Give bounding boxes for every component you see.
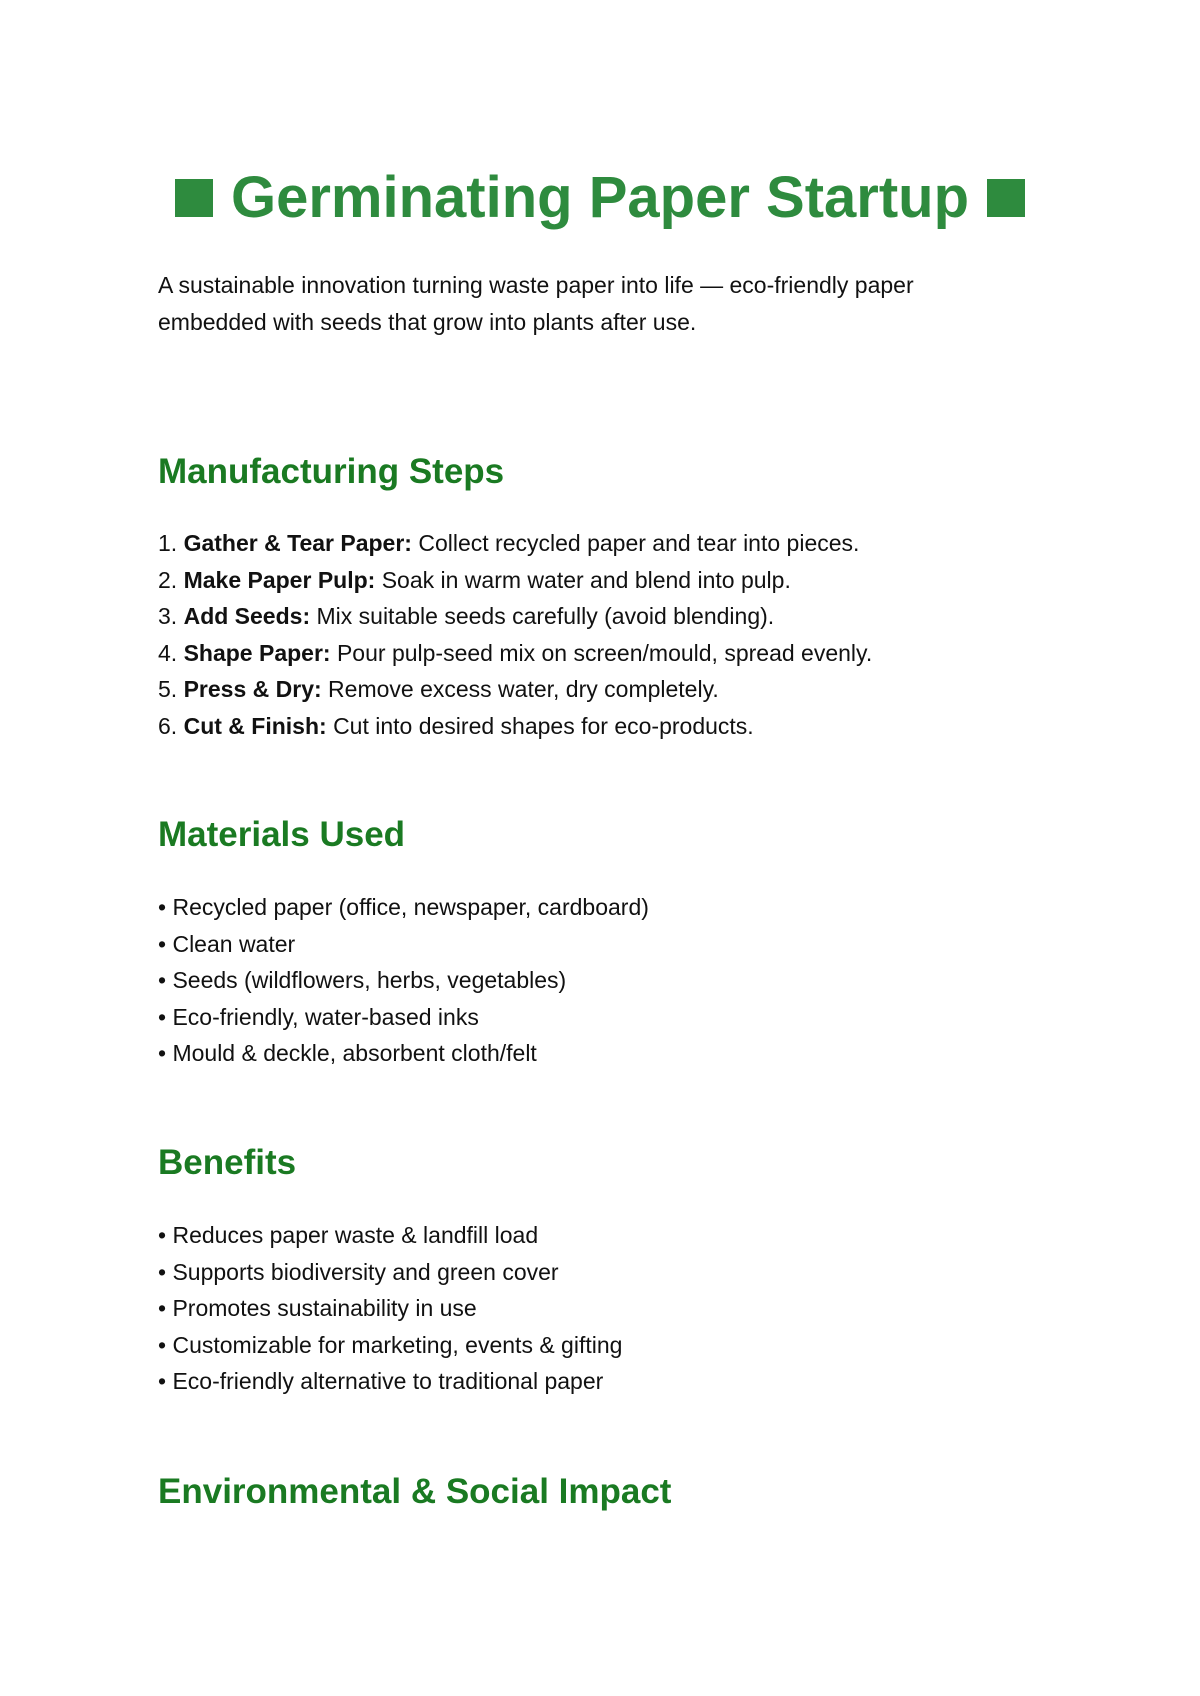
step-label: Shape Paper: [183, 639, 331, 666]
bullet: • [158, 967, 167, 994]
green-square-icon [987, 179, 1025, 217]
step-item: 6. Cut & Finish: Cut into desired shapes for eco-products. [158, 712, 754, 739]
step-label: Make Paper Pulp: [183, 566, 376, 593]
list-item: • Customizable for marketing, events & gifting [158, 1331, 623, 1358]
list-item: • Mould & deckle, absorbent cloth/felt [158, 1040, 537, 1067]
step-text: Cut into desired shapes for eco-products. [333, 712, 754, 739]
list-item: • Clean water [158, 930, 296, 957]
step-label: Press & Dry: [183, 676, 322, 703]
bullet: • [158, 1222, 167, 1248]
step-label: Gather & Tear Paper: [183, 530, 412, 556]
document-title [0, 160, 1200, 236]
intro-line: embedded with seeds that grow into plants after use. [158, 309, 697, 335]
step-text: Remove excess water, dry completely. [328, 676, 719, 703]
step-label: Cut & Finish: [183, 712, 327, 739]
bullet: • [158, 1003, 167, 1030]
step-item: 4. Shape Paper: Pour pulp-seed mix on screen/mould, spread evenly. [158, 639, 873, 666]
manufacturing-steps-heading: Manufacturing Steps [158, 452, 505, 491]
materials-list [158, 889, 1058, 1072]
bullet: • [158, 1040, 167, 1067]
document-title-text: Germinating Paper Startup [230, 165, 970, 230]
manufacturing-steps-list [158, 525, 1058, 745]
step-item: 2. Make Paper Pulp: Soak in warm water and blend into pulp. [158, 566, 791, 593]
benefits-heading: Benefits [158, 1143, 297, 1182]
step-text: Soak in warm water and blend into pulp. [381, 566, 791, 593]
benefits-list [158, 1217, 1058, 1400]
bullet: • [158, 894, 167, 920]
intro-paragraph [158, 267, 1018, 341]
bullet: • [158, 1258, 167, 1285]
list-item: • Reduces paper waste & landfill load [158, 1222, 539, 1248]
step-item: 1. Gather & Tear Paper: Collect recycled paper and tear into pieces. [158, 530, 860, 556]
impact-heading: Environmental & Social Impact [158, 1472, 672, 1511]
list-item: • Promotes sustainability in use [158, 1295, 477, 1322]
list-item: • Recycled paper (office, newspaper, cardboard) [158, 894, 649, 920]
step-item: 5. Press & Dry: Remove excess water, dry completely. [158, 676, 719, 703]
bullet: • [158, 1331, 167, 1358]
intro-line: A sustainable innovation turning waste paper into life — eco-friendly paper [158, 272, 914, 298]
step-label: Add Seeds: [183, 603, 311, 630]
materials-used-heading: Materials Used [158, 815, 406, 854]
step-text: Pour pulp-seed mix on screen/mould, spread evenly. [336, 639, 873, 666]
list-item: • Supports biodiversity and green cover [158, 1258, 559, 1285]
step-text: Mix suitable seeds carefully (avoid blending). [316, 603, 775, 630]
step-text: Collect recycled paper and tear into pieces. [418, 530, 860, 556]
list-item: • Eco-friendly, water-based inks [158, 1003, 479, 1030]
green-square-icon [175, 179, 213, 217]
step-item: 3. Add Seeds: Mix suitable seeds carefully (avoid blending). [158, 603, 775, 630]
list-item: • Eco-friendly alternative to traditional paper [158, 1368, 604, 1395]
bullet: • [158, 1295, 167, 1322]
bullet: • [158, 930, 167, 957]
bullet: • [158, 1368, 167, 1395]
list-item: • Seeds (wildflowers, herbs, vegetables) [158, 967, 567, 994]
